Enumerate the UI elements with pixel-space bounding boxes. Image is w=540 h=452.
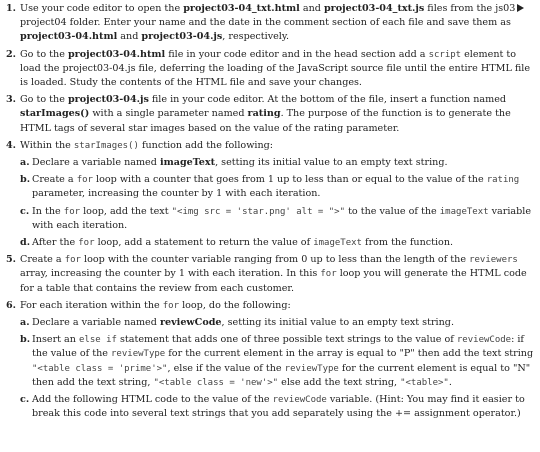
- code-term: for: [320, 269, 337, 280]
- step-4a: [6, 156, 534, 170]
- step-5: [6, 253, 534, 296]
- text: Use your code editor to open the: [20, 3, 184, 14]
- text: loop, add the text: [80, 205, 172, 217]
- text: variable. (Hint: You may find it easier to break this code into several text strings that you add separately using the += assignment operator.): [32, 394, 525, 420]
- text: element to load the project03-04.js file, deferring the loading of the JavaScript source file until the entire HTML file is loaded. Study the contents of the HTML file and save your changes.: [20, 48, 531, 89]
- text: Go to the: [20, 94, 68, 106]
- text: Insert an: [32, 334, 80, 346]
- code-term: for: [64, 255, 81, 266]
- code-term: for: [162, 300, 180, 311]
- text: for the current element is equal to "N" then add the text string,: [32, 362, 531, 388]
- code-term: for: [63, 206, 81, 217]
- text: loop with the counter variable ranging from 0 up to less than the length of the: [80, 254, 470, 266]
- text: and: [299, 3, 324, 14]
- text: loop, do the following:: [179, 299, 291, 311]
- step-2: [6, 48, 534, 91]
- text: project04 folder. Enter your name and the date in the comment section of each file and save them as: [20, 17, 511, 29]
- text: Declare a variable named: [32, 317, 160, 329]
- text: parameter, increasing the counter by 1 with each iteration.: [32, 188, 321, 200]
- step-number: 5.: [6, 254, 17, 266]
- text: , respectively.: [222, 31, 290, 43]
- text: Create a: [20, 254, 65, 266]
- step-4: [6, 139, 534, 153]
- step-6: [6, 299, 534, 313]
- filename: project03-04.html: [20, 31, 118, 43]
- substep-letter: b.: [20, 334, 31, 346]
- text: : if the value of the: [32, 334, 524, 360]
- step-3: [6, 93, 534, 136]
- text: , else if the value of the: [167, 362, 285, 374]
- code-term: reviewers: [469, 255, 518, 266]
- text: , setting its initial value to an empty text string.: [221, 317, 454, 329]
- text: else add the text string,: [278, 376, 401, 388]
- code-term: imageText: [313, 238, 362, 249]
- text: For each iteration within the: [20, 299, 163, 311]
- code-term: reviewCode: [272, 395, 327, 406]
- text: for the current element in the array is equal to "P" then add the text string: [165, 348, 534, 360]
- code-term: reviewType: [284, 363, 339, 374]
- text: statement that adds one of three possible text strings to the value of: [116, 334, 457, 346]
- step-4b: [6, 173, 534, 201]
- text: loop with a counter that goes from 1 up to less than or equal to the value of the: [92, 174, 487, 186]
- text: and: [117, 31, 142, 43]
- step-4d: [6, 236, 534, 250]
- filename: project03-04_txt.js: [323, 3, 425, 14]
- code-term: reviewType: [111, 349, 166, 360]
- folder-arrow-icon: [517, 4, 524, 12]
- text: Within the: [20, 139, 74, 151]
- step-6a: [6, 316, 534, 330]
- substep-letter: c.: [20, 205, 30, 217]
- code-term: for: [76, 175, 93, 186]
- step-1: [6, 2, 534, 45]
- code-term: else if: [79, 335, 117, 346]
- variable-name: imageText: [159, 157, 216, 169]
- code-string: "<table class = 'new'>": [153, 377, 279, 388]
- text: file in your code editor and in the head section add a: [165, 48, 429, 60]
- text: variable with each iteration.: [32, 205, 531, 231]
- text: loop, add a statement to return the value of: [94, 237, 314, 249]
- text: Add the following HTML code to the value of the: [32, 394, 273, 406]
- code-term: imageText: [439, 206, 489, 217]
- code-term: rating: [486, 175, 520, 186]
- filename: project03-04.js: [67, 94, 149, 106]
- step-number: 4.: [6, 139, 17, 151]
- text: In the: [32, 205, 64, 217]
- filename: project03-04.js: [141, 31, 223, 43]
- code-string: "<img src = 'star.png' alt = ">": [171, 206, 346, 217]
- parameter-name: rating: [247, 108, 281, 120]
- substep-letter: b.: [20, 174, 31, 186]
- text: to the value of the: [345, 205, 440, 217]
- substep-letter: d.: [20, 237, 31, 249]
- code-string: "<table>": [400, 377, 449, 388]
- text: loop you will generate the HTML code for a table that contains the review from each customer.: [20, 268, 527, 294]
- text: Declare a variable named: [32, 157, 160, 169]
- text: After the: [32, 237, 79, 249]
- text: . The purpose of the function is to generate the HTML tags of several star images based on the value of the rating parameter.: [20, 108, 511, 134]
- step-number: 3.: [6, 94, 17, 106]
- filename: project03-04.html: [67, 48, 166, 60]
- step-6b: [6, 333, 534, 390]
- code-term: script: [428, 49, 462, 60]
- text: from the function.: [361, 237, 454, 249]
- substep-letter: c.: [20, 394, 30, 406]
- text: files from the js03: [424, 3, 516, 14]
- code-term: reviewCode: [456, 335, 512, 346]
- text: file in your code editor. At the bottom of the file, insert a function named: [148, 94, 507, 106]
- code-term: starImages(): [73, 140, 139, 151]
- text: array, increasing the counter by 1 with each iteration. In this: [20, 268, 321, 280]
- text: function add the following:: [138, 139, 274, 151]
- substep-letter: a.: [20, 157, 30, 169]
- step-number: 1.: [6, 3, 17, 14]
- filename: project03-04_txt.html: [183, 3, 300, 14]
- code-string: "<table class = 'prime'>": [32, 363, 168, 374]
- text: Go to the: [20, 48, 68, 60]
- text: .: [448, 376, 452, 388]
- text: Create a: [32, 174, 77, 186]
- instructions-page: [6, 2, 534, 424]
- variable-name: reviewCode: [159, 317, 222, 329]
- function-name: starImages(): [20, 108, 90, 120]
- substep-letter: a.: [20, 317, 30, 329]
- step-number: 2.: [6, 48, 17, 60]
- step-number: 6.: [6, 299, 17, 311]
- step-6c: [6, 393, 534, 421]
- step-4c: [6, 205, 534, 233]
- text: with a single parameter named: [89, 108, 248, 120]
- text: , setting its initial value to an empty text string.: [215, 157, 448, 169]
- code-term: for: [78, 238, 95, 249]
